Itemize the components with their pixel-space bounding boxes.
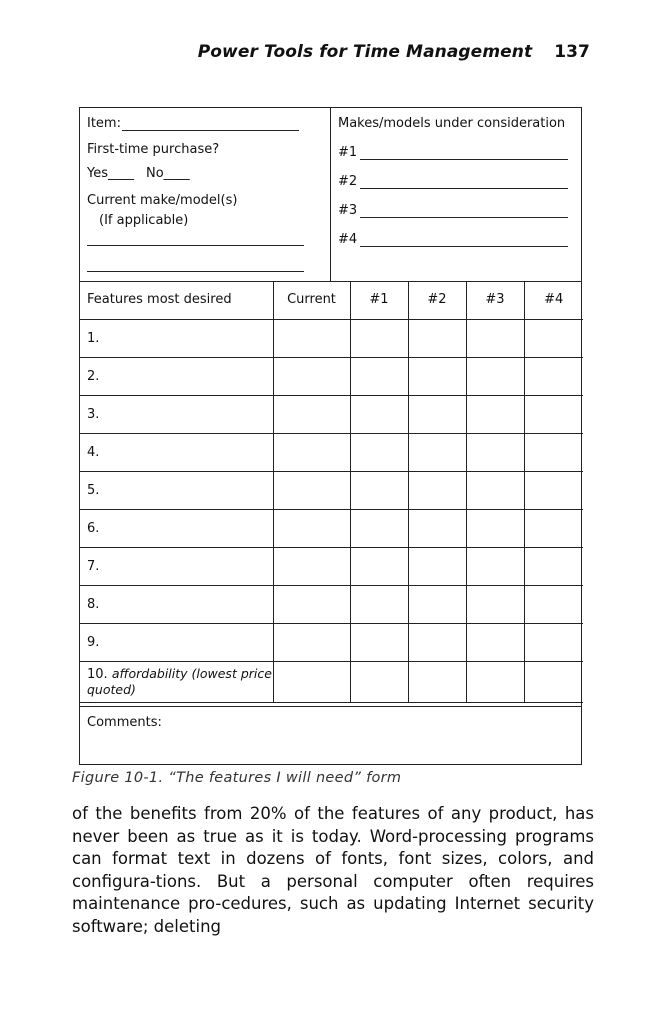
item-label: Item: [87, 116, 121, 131]
row-number: 2. [80, 357, 273, 395]
table-cell [408, 623, 466, 661]
table-cell [524, 433, 583, 471]
body-text [72, 803, 594, 938]
column-header: Features most desired [80, 281, 273, 319]
table-cell [408, 509, 466, 547]
table-cell [273, 509, 350, 547]
table-cell [524, 509, 583, 547]
body-paragraph: of the benefits from 20% of the features of any product, has never been as true as it is today. Word-processing programs can format text in dozens of fonts, font sizes, colors, and configura-tions. But a personal computer often requires maintenance pro-cedures, such as updating Internet security software; deleting [72, 804, 594, 936]
makes-header: Makes/models under consideration [338, 116, 566, 131]
column-header: #3 [466, 281, 524, 319]
table-cell [466, 357, 524, 395]
table-cell [408, 471, 466, 509]
table-cell [350, 433, 408, 471]
item-line [122, 130, 299, 131]
table-cell [466, 661, 524, 702]
table-cell [466, 547, 524, 585]
table-cell [408, 433, 466, 471]
yes-label: Yes____ [87, 166, 134, 181]
table-cell [350, 547, 408, 585]
row-number: 3. [80, 395, 273, 433]
affordability-cell [80, 661, 273, 702]
table-row [80, 623, 583, 661]
table-cell [466, 585, 524, 623]
makes-panel [331, 108, 581, 281]
table-cell [273, 585, 350, 623]
table-cell [466, 509, 524, 547]
row-number: 4. [80, 433, 273, 471]
affordability-label: affordability (lowest price quoted) [87, 665, 272, 697]
table-cell [466, 395, 524, 433]
table-row [80, 585, 583, 623]
features-grid [80, 281, 581, 703]
table-row [80, 395, 583, 433]
table-row [80, 547, 583, 585]
figure-caption: Figure 10-1. “The features I will need” form [72, 770, 402, 786]
table-row [80, 661, 583, 702]
if-applicable-label: (If applicable) [99, 213, 189, 228]
table-cell [408, 585, 466, 623]
current-line-1 [87, 245, 304, 246]
table-cell [524, 585, 583, 623]
table-cell [524, 357, 583, 395]
comments-section [80, 706, 581, 764]
table-cell [524, 661, 583, 702]
comments-label: Comments: [87, 715, 162, 730]
table-cell [350, 357, 408, 395]
table-cell [273, 395, 350, 433]
table-cell [408, 395, 466, 433]
first-time-label: First-time purchase? [87, 142, 220, 157]
table-cell [408, 661, 466, 702]
table-cell [350, 585, 408, 623]
table-cell [408, 547, 466, 585]
row-number: 10. [87, 666, 108, 682]
column-header: Current [273, 281, 350, 319]
table-cell [273, 357, 350, 395]
features-form [79, 107, 582, 765]
table-cell [524, 319, 583, 357]
no-label: No____ [146, 166, 190, 181]
table-cell [273, 547, 350, 585]
row-number: 7. [80, 547, 273, 585]
table-cell [273, 471, 350, 509]
current-line-2 [87, 271, 304, 272]
model-3-label: #3 [338, 203, 358, 218]
item-info-panel [80, 108, 331, 281]
table-cell [350, 623, 408, 661]
table-cell [350, 661, 408, 702]
model-4-label: #4 [338, 232, 358, 247]
table-row [80, 433, 583, 471]
table-cell [524, 395, 583, 433]
running-header [198, 42, 590, 62]
row-number: 5. [80, 471, 273, 509]
table-cell [466, 433, 524, 471]
table-cell [273, 319, 350, 357]
table-cell [524, 623, 583, 661]
column-header: #1 [350, 281, 408, 319]
table-row [80, 357, 583, 395]
table-row [80, 471, 583, 509]
table-cell [408, 357, 466, 395]
table-cell [466, 471, 524, 509]
row-number: 1. [80, 319, 273, 357]
table-cell [273, 433, 350, 471]
column-header: #2 [408, 281, 466, 319]
table-row [80, 319, 583, 357]
model-3-line [360, 217, 568, 218]
table-cell [350, 471, 408, 509]
header-title: Power Tools for Time Management [197, 42, 533, 62]
table-cell [273, 661, 350, 702]
table-cell [466, 623, 524, 661]
features-table [80, 281, 583, 703]
row-number: 9. [80, 623, 273, 661]
model-1-label: #1 [338, 145, 358, 160]
table-cell [350, 395, 408, 433]
column-header: #4 [524, 281, 583, 319]
form-top-section [80, 108, 581, 282]
row-number: 6. [80, 509, 273, 547]
table-cell [524, 547, 583, 585]
current-make-label: Current make/model(s) [87, 193, 238, 208]
model-1-line [360, 159, 568, 160]
table-cell [350, 509, 408, 547]
table-cell [524, 471, 583, 509]
page-number: 137 [554, 42, 590, 62]
model-4-line [360, 246, 568, 247]
table-cell [466, 319, 524, 357]
table-cell [350, 319, 408, 357]
table-row [80, 509, 583, 547]
model-2-line [360, 188, 568, 189]
table-cell [408, 319, 466, 357]
model-2-label: #2 [338, 174, 358, 189]
table-header-row [80, 281, 583, 319]
table-cell [273, 623, 350, 661]
row-number: 8. [80, 585, 273, 623]
